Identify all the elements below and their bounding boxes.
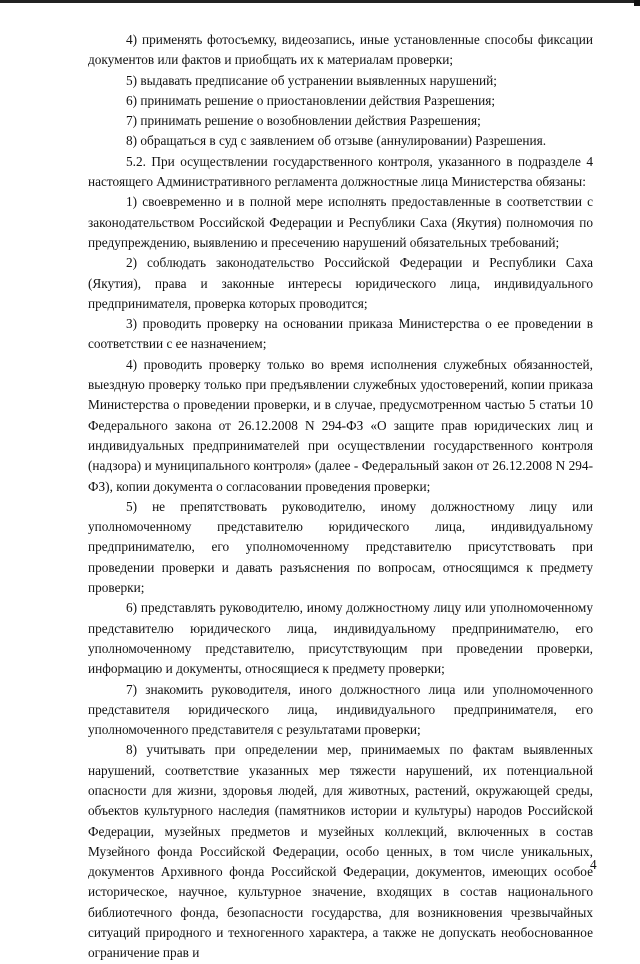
paragraph: 1) своевременно и в полной мере исполнять предоставленные в соответствии с законодательством Российской Федерации и Республики Саха (Якутия) полномочия по предупреждению, выявлению и пресечению нарушений обязательных требований; xyxy=(88,194,593,250)
paragraph: 5) выдавать предписание об устранении выявленных нарушений; xyxy=(126,72,497,88)
section-heading-paragraph: 5.2. При осуществлении государственного контроля, указанного в подразделе 4 настоящего Административного регламента должностные лица Министерства обязаны: xyxy=(88,153,593,190)
scan-top-edge xyxy=(0,0,640,3)
paragraph: 7) знакомить руководителя, иного должностного лица или уполномоченного представителя юридического лица, индивидуального предпринимателя, его уполномоченного представителя с результатами проверки; xyxy=(88,681,593,738)
paragraph: 6) представлять руководителю, иному должностному лицу или уполномоченному представителю юридического лица, индивидуальному предпринимателю, его уполномоченному представителю, присутствующим при проведении проверки, информацию и документы, относящиеся к предмету проверки; xyxy=(88,600,593,677)
paragraph: 3) проводить проверку на основании приказа Министерства о ее проведении в соответствии с ее назначением; xyxy=(88,316,593,352)
paragraph: 4) применять фотосъемку, видеозапись, иные установленные способы фиксации документов или фактов и приобщать их к материалам проверки; xyxy=(88,32,593,68)
document-body xyxy=(88,30,593,964)
paragraph: 8) обращаться в суд с заявлением об отзыве (аннулировании) Разрешения. xyxy=(126,133,547,149)
paragraph: 8) учитывать при определении мер, принимаемых по фактам выявленных нарушений, соответствие указанных мер тяжести нарушений, их потенциальной опасности для жизни, здоровья людей, для животных, растений, окружающей среды, объектов культурного наследия (памятников истории и культуры) народов Российской Федерации, музейных предметов и музейных коллекций, включенных в состав Музейного фонда Российской Федерации, особо ценных, в том числе уникальных, документов Архивного фонда Российской Федерации, документов, имеющих особое историческое, научное, культурное значение, входящих в состав национального библиотечного фонда, безопасности государства, для возникновения чрезвычайных ситуаций природного и техногенного характера, а также не допускать необоснованное ограничение прав и xyxy=(88,742,593,961)
paragraph: 2) соблюдать законодательство Российской Федерации и Республики Саха (Якутия), права и законные интересы юридического лица, индивидуального предпринимателя, проверка которых проводится; xyxy=(88,255,593,311)
page-number: 4 xyxy=(590,857,597,872)
paragraph: 7) принимать решение о возобновлении действия Разрешения; xyxy=(126,113,481,129)
paragraph: 6) принимать решение о приостановлении действия Разрешения; xyxy=(126,92,496,108)
paragraph: 5) не препятствовать руководителю, иному должностному лицу или уполномоченному представителю юридического лица, индивидуальному предпринимателю, его уполномоченному представителю присутствовать при проведении проверки и давать разъяснения по вопросам, относящимся к предмету проверки; xyxy=(88,498,593,596)
paragraph: 4) проводить проверку только во время исполнения служебных обязанностей, выездную проверку только при предъявлении служебных удостоверений, копии приказа Министерства о проведении проверки, и в случае, предусмотренном частью 5 статьи 10 Федерального закона от 26.12.2008 N 294-ФЗ «О защите прав юридических лиц и индивидуальных предпринимателей при осуществлении государственного контроля (надзора) и муниципального контроля» (далее - Федеральный закон от 26.12.2008 N 294-ФЗ), копии документа о согласовании проведения проверки; xyxy=(88,356,593,494)
